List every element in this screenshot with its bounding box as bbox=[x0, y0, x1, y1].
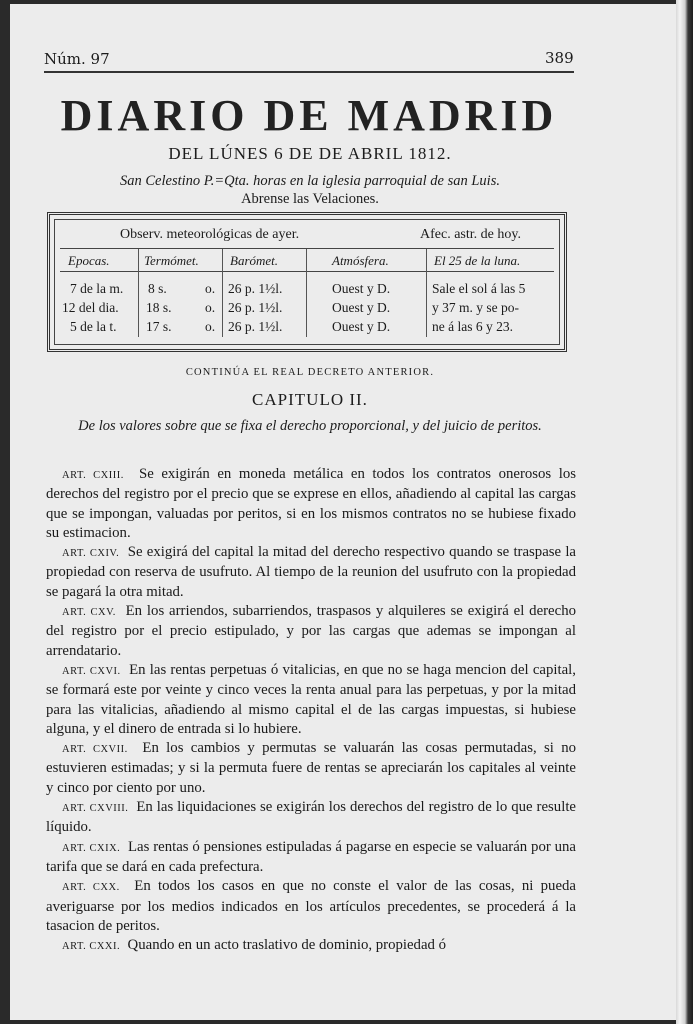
article-paragraph bbox=[46, 877, 576, 936]
cell-epoca: 12 del dia. bbox=[62, 300, 119, 315]
article-paragraph bbox=[46, 465, 576, 543]
column-divider bbox=[306, 249, 307, 337]
chapter-subtitle: De los valores sobre que se fixa el derecho proporcional, y del juicio de peritos. bbox=[78, 418, 542, 434]
saint-notice bbox=[50, 172, 570, 208]
article-paragraph bbox=[46, 798, 576, 838]
article-paragraph bbox=[46, 661, 576, 739]
article-paragraph bbox=[46, 543, 576, 602]
cell-atmosfera: Ouest y D. bbox=[332, 300, 391, 315]
article-text: En los arriendos, subarriendos, traspasos y alquileres se exigirá el derecho del registro por el precio estipulado, y por las cargas que ademas se impongan al arrendatario. bbox=[46, 603, 576, 659]
cell-barometro: 26 p. 1½l. bbox=[228, 281, 283, 296]
luna-line: Sale el sol á las 5 bbox=[432, 281, 526, 296]
col-header-luna: El 25 de la luna. bbox=[434, 253, 521, 268]
article-text: En los cambios y permutas se valuarán las cosas permutadas, si no estuvieren estimadas; y si la permuta fuere de rentas se apreciarán los capitales al veinte y cinco por ciento por uno. bbox=[46, 740, 576, 796]
table-rule bbox=[60, 271, 554, 272]
veil-notice: Abrense las Velaciones. bbox=[241, 191, 379, 207]
chapter-heading: CAPITULO II. bbox=[252, 390, 368, 409]
cell-termometro: 18 s. bbox=[146, 300, 172, 315]
luna-line: ne á las 6 y 23. bbox=[432, 319, 513, 334]
newspaper-page bbox=[10, 4, 676, 1020]
article-label: ART. CXV. bbox=[62, 607, 116, 619]
weather-heading: Observ. meteorológicas de ayer. bbox=[120, 227, 300, 242]
cell-termometro: 8 s. bbox=[148, 281, 167, 296]
column-divider bbox=[138, 249, 139, 337]
article-paragraph bbox=[46, 602, 576, 661]
cell-barometro: 26 p. 1½l. bbox=[228, 300, 283, 315]
article-text: Se exigirán en moneda metálica en todos los contratos onerosos los derechos del registro por el precio que se exprese en ellos, añadiendo al capital las cargas que se impongan, valuadas por peritos, si en los mismos contratos no se hubiese fixado su estimacion. bbox=[46, 466, 576, 541]
article-text: Se exigirá del capital la mitad del derecho respectivo quando se traspase la propiedad con reserva de usufruto. Al tiempo de la reunion del usufruto con la propiedad se pagará la otra mitad. bbox=[46, 544, 576, 600]
article-label: ART. CXIX. bbox=[62, 842, 121, 854]
cell-term-o: o. bbox=[205, 300, 216, 315]
weather-table bbox=[47, 212, 567, 352]
astro-heading: Afec. astr. de hoy. bbox=[420, 227, 521, 242]
article-text: En las rentas perpetuas ó vitalicias, en que no se haga mencion del capital, se formará este por veinte y cinco veces la renta anual para las perpetuas, y por la mitad para las vitalicias, añadiendo al mismo capital el de las cargas impuestas, si hubiese alguna, y el dinero de entrada si lo hubiere. bbox=[46, 661, 576, 737]
article-label: ART. CXXI. bbox=[62, 941, 121, 953]
article-paragraph bbox=[46, 838, 576, 878]
cell-atmosfera: Ouest y D. bbox=[332, 281, 391, 296]
article-text: En las liquidaciones se exigirán los derechos del registro de lo que resulte líquido. bbox=[46, 799, 576, 836]
luna-line: y 37 m. y se po- bbox=[432, 300, 519, 315]
cell-epoca: 7 de la m. bbox=[70, 281, 124, 296]
column-divider bbox=[222, 249, 223, 337]
article-label: ART. CXIII. bbox=[62, 470, 124, 481]
issue-date: DEL LÚNES 6 DE DE ABRIL 1812. bbox=[168, 144, 452, 163]
saint-line: San Celestino P.=Qta. horas en la iglesia parroquial de san Luis. bbox=[120, 173, 500, 189]
cell-termometro: 17 s. bbox=[146, 319, 172, 334]
header-rule bbox=[44, 71, 574, 73]
page-number: 389 bbox=[545, 49, 574, 67]
table-rule bbox=[60, 248, 554, 249]
cell-term-o: o. bbox=[205, 319, 216, 334]
article-label: ART. CXVII. bbox=[62, 744, 128, 756]
article-label: ART. CXX. bbox=[62, 882, 120, 894]
article-body bbox=[46, 465, 576, 956]
cell-term-o: o. bbox=[205, 281, 216, 296]
col-header-barometro: Barómet. bbox=[230, 253, 279, 268]
column-divider bbox=[426, 249, 427, 337]
col-header-atmosfera: Atmósfera. bbox=[332, 253, 389, 268]
article-text: En todos los casos en que no conste el valor de las cosas, ni pueda averiguarse por los medios indicados en los artículos precedentes, se procederá á la tasacion de peritos. bbox=[46, 878, 576, 934]
col-header-termometro: Termómet. bbox=[144, 253, 199, 268]
article-label: ART. CXVIII. bbox=[62, 803, 129, 815]
article-text: Quando en un acto traslativo de dominio, propiedad ó bbox=[127, 937, 447, 954]
article-paragraph bbox=[46, 739, 576, 798]
masthead-title: DIARIO DE MADRID bbox=[60, 91, 558, 140]
article-paragraph bbox=[46, 936, 576, 956]
cell-atmosfera: Ouest y D. bbox=[332, 319, 391, 334]
section-kicker: CONTINÚA EL REAL DECRETO ANTERIOR. bbox=[185, 367, 435, 378]
issue-number: Núm. 97 bbox=[44, 50, 110, 68]
article-label: ART. CXVI. bbox=[62, 665, 121, 677]
article-label: ART. CXIV. bbox=[62, 548, 120, 560]
cell-barometro: 26 p. 1½l. bbox=[228, 319, 283, 334]
page-edge bbox=[676, 0, 693, 1024]
col-header-epocas: Epocas. bbox=[68, 253, 110, 268]
article-text: Las rentas ó pensiones estipuladas á pagarse en especie se valuarán por una tarifa que se dará en cada prefectura. bbox=[46, 838, 576, 875]
cell-epoca: 5 de la t. bbox=[70, 319, 117, 334]
